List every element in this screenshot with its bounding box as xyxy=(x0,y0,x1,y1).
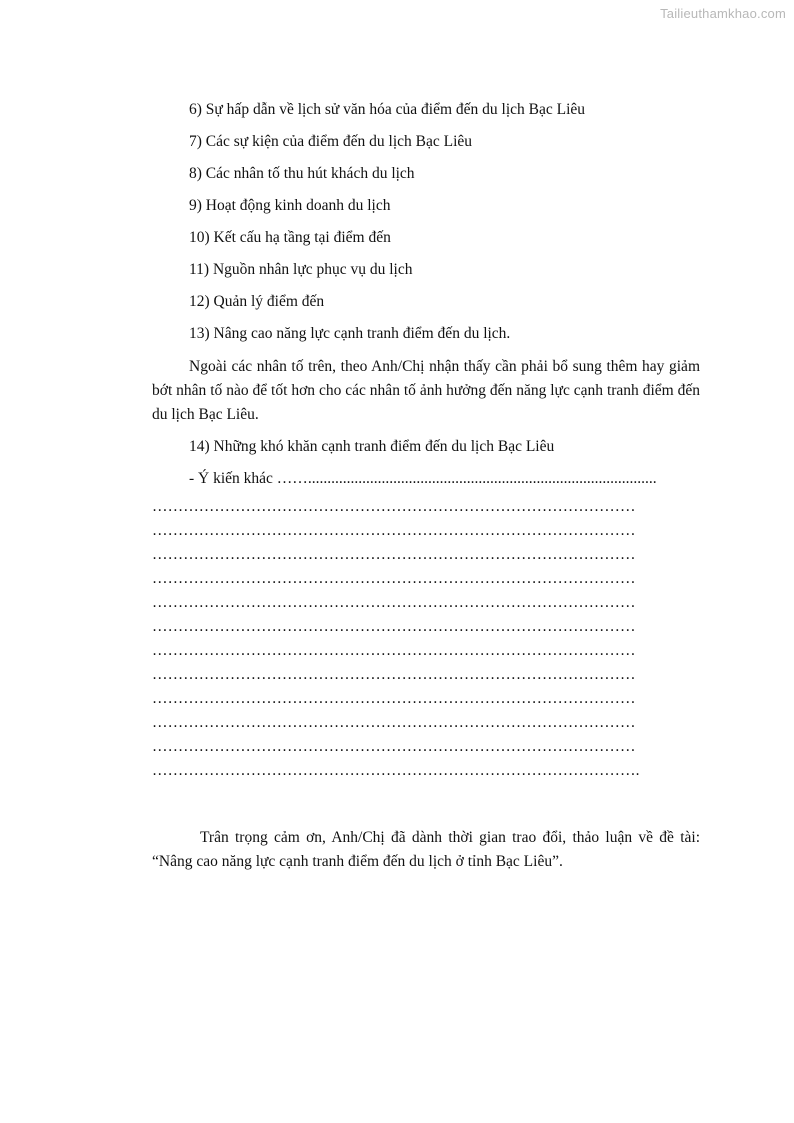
other-opinion-dots: .......................................................................................... xyxy=(307,470,657,487)
list-item: 12) Quản lý điểm đến xyxy=(189,293,325,310)
list-item: 7) Các sự kiện của điểm đến du lịch Bạc Liêu xyxy=(189,133,473,150)
closing-paragraph: Trân trọng cảm ơn, Anh/Chị đã dành thời gian trao đổi, thảo luận về đề tài: “Nâng cao năng lực cạnh tranh điểm đến du lịch ở tỉnh Bạc Liêu”. xyxy=(152,829,700,870)
answer-line: ………………………………………………………………………………… xyxy=(152,546,636,563)
answer-line: ………………………………………………………………………………… xyxy=(152,618,636,635)
supplement-paragraph: Ngoài các nhân tố trên, theo Anh/Chị nhận thấy cần phải bổ sung thêm hay giảm bớt nhân tố nào để tốt hơn cho các nhân tố ảnh hưởng đến năng lực cạnh tranh điểm đến du lịch Bạc Liêu. xyxy=(152,358,700,423)
answer-line: ………………………………………………………………………………… xyxy=(152,666,636,683)
other-opinion-line xyxy=(152,463,700,494)
answer-line: ………………………………………………………………………………… xyxy=(152,642,636,659)
answer-lines xyxy=(152,495,700,783)
watermark: Tailieuthamkhao.com xyxy=(660,6,786,21)
other-opinion-label: - Ý kiến khác …… xyxy=(189,470,308,487)
answer-line: ………………………………………………………………………………… xyxy=(152,714,636,731)
answer-line: ………………………………………………………………………………… xyxy=(152,522,636,539)
list-item: 11) Nguồn nhân lực phục vụ du lịch xyxy=(189,261,413,278)
document-body xyxy=(152,94,700,874)
answer-line: ………………………………………………………………………………… xyxy=(152,498,636,515)
list-item: 8) Các nhân tố thu hút khách du lịch xyxy=(189,165,415,182)
answer-line: ………………………………………………………………………………… xyxy=(152,738,636,755)
list-item: 6) Sự hấp dẫn về lịch sử văn hóa của điểm đến du lịch Bạc Liêu xyxy=(189,101,586,118)
list-item-14: 14) Những khó khăn cạnh tranh điểm đến du lịch Bạc Liêu xyxy=(189,438,555,455)
answer-line: …………………………………………………………………………………. xyxy=(152,762,640,779)
list-item: 10) Kết cấu hạ tầng tại điểm đến xyxy=(189,229,391,246)
list-item: 9) Hoạt động kinh doanh du lịch xyxy=(189,197,391,214)
answer-line: ………………………………………………………………………………… xyxy=(152,570,636,587)
answer-line: ………………………………………………………………………………… xyxy=(152,594,636,611)
answer-line: ………………………………………………………………………………… xyxy=(152,690,636,707)
list-item: 13) Nâng cao năng lực cạnh tranh điểm đến du lịch. xyxy=(189,325,511,342)
